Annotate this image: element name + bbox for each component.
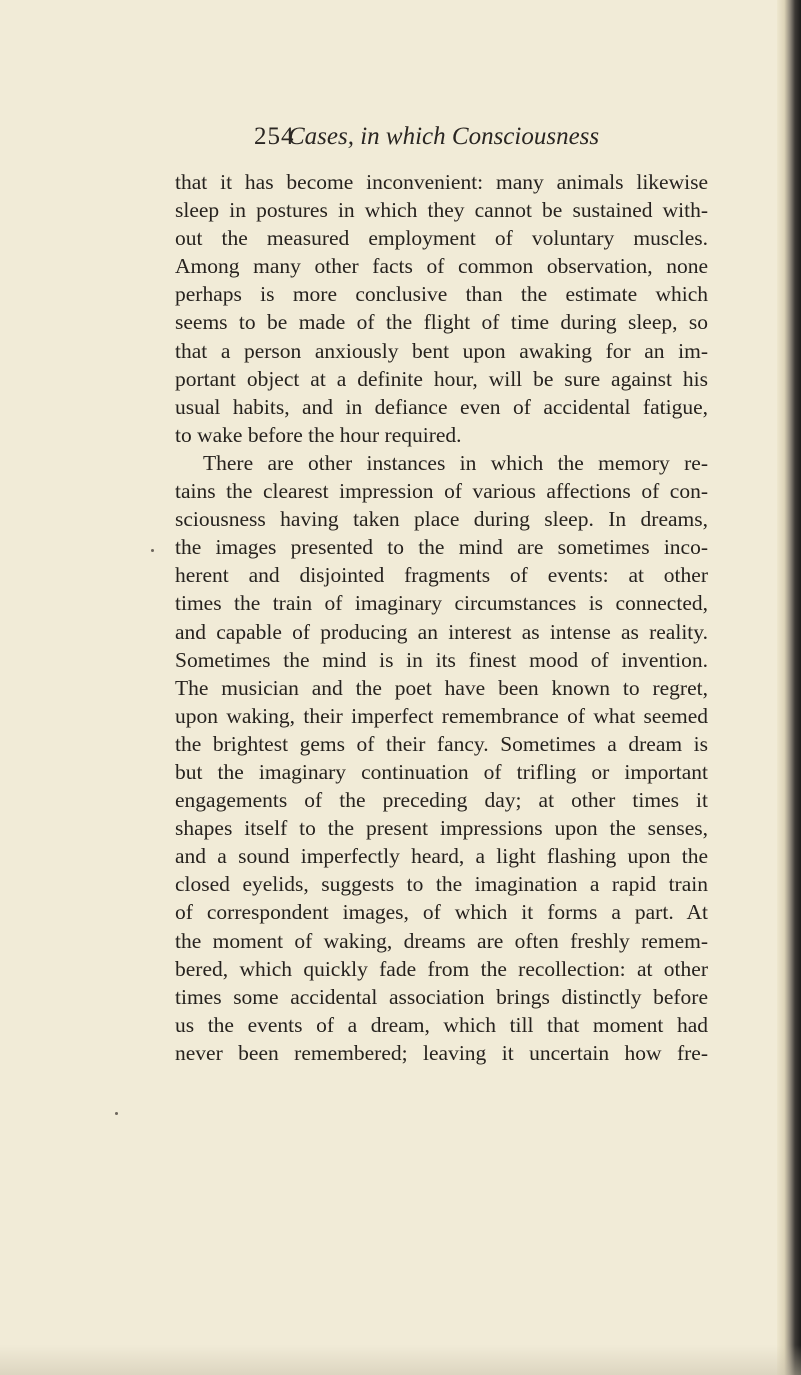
text-line: but the imaginary continuation of trifling or important [175, 759, 708, 784]
text-line: perhaps is more conclusive than the estimate which [175, 282, 708, 307]
text-line: us the events of a dream, which till that moment had [175, 1012, 708, 1037]
text-line: shapes itself to the present impressions upon the senses, [175, 816, 708, 841]
text-line: that it has become inconvenient: many animals likewise [175, 170, 708, 194]
text-line: to wake before the hour required. [175, 422, 462, 447]
text-line: of correspondent images, of which it forms a part. At [175, 900, 708, 925]
text-line: closed eyelids, suggests to the imagination a rapid train [175, 872, 708, 897]
text-line: sleep in postures in which they cannot be sustained with- [175, 198, 708, 223]
text-line: times some accidental association brings distinctly before [175, 984, 708, 1009]
text-line: tains the clearest impression of various affections of con- [175, 479, 708, 504]
text-line: out the measured employment of voluntary muscles. [175, 226, 708, 251]
text-line: bered, which quickly fade from the recollection: at other [175, 956, 708, 981]
text-line: Among many other facts of common observation, none [175, 254, 708, 279]
text-line: There are other instances in which the memory re- [203, 450, 708, 475]
text-line: that a person anxiously bent upon awaking for an im- [175, 338, 708, 363]
text-line: Sometimes the mind is in its finest mood of invention. [175, 647, 708, 672]
running-head [0, 123, 801, 159]
page-speck [115, 1112, 118, 1115]
body-text [175, 168, 708, 1067]
text-line: the images presented to the mind are sometimes inco- [175, 535, 708, 560]
page-bottom-shade [0, 1345, 801, 1375]
text-line: times the train of imaginary circumstances is connected, [175, 591, 708, 616]
text-line: upon waking, their imperfect remembrance of what seemed [175, 703, 708, 728]
page-spine-shadow [777, 0, 801, 1375]
text-line: The musician and the poet have been known to regret, [175, 675, 708, 700]
page-number: 254 [254, 123, 295, 150]
text-line: engagements of the preceding day; at other times it [175, 788, 708, 813]
text-line: seems to be made of the flight of time during sleep, so [175, 310, 708, 335]
text-line: the brightest gems of their fancy. Sometimes a dream is [175, 731, 708, 756]
text-line: and a sound imperfectly heard, a light flashing upon the [175, 844, 708, 869]
text-line: portant object at a definite hour, will be sure against his [175, 366, 708, 391]
text-line: usual habits, and in defiance even of accidental fatigue, [175, 394, 708, 419]
running-head-title: Cases, in which Consciousness [288, 123, 600, 150]
text-line: herent and disjointed fragments of events: at other [175, 563, 708, 588]
text-line: and capable of producing an interest as intense as reality. [175, 619, 708, 644]
text-line: never been remembered; leaving it uncertain how fre- [175, 1040, 708, 1065]
text-line: the moment of waking, dreams are often freshly remem- [175, 928, 708, 953]
text-line: sciousness having taken place during sleep. In dreams, [175, 507, 708, 532]
page-speck [151, 549, 154, 552]
